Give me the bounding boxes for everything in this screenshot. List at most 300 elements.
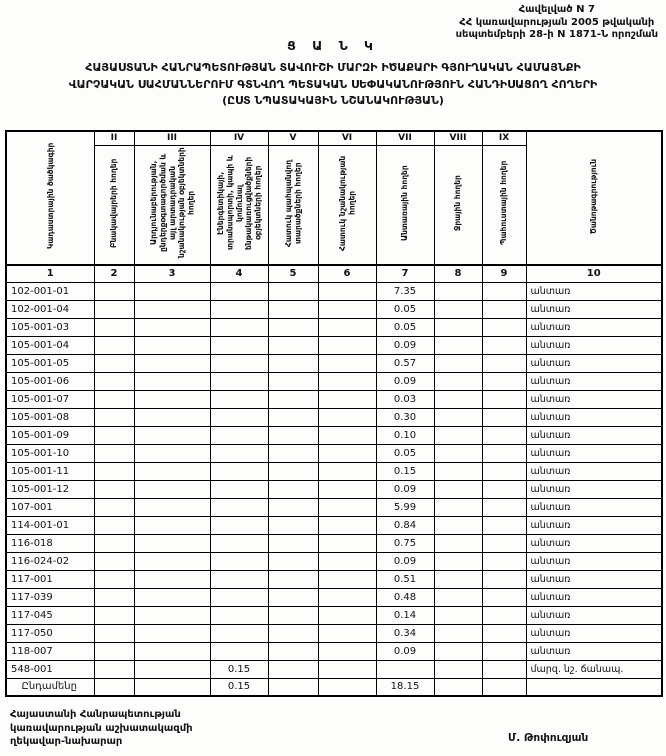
value-cell [94, 390, 134, 408]
note-cell: անտառ [526, 534, 662, 552]
value-cell [268, 444, 318, 462]
value-cell [210, 462, 268, 480]
value-cell [434, 624, 482, 642]
value-cell [318, 588, 376, 606]
value-cell [318, 444, 376, 462]
value-cell [94, 642, 134, 660]
document-subtitle [0, 60, 666, 110]
header-notes-label: Ծանոթագրություն [589, 158, 599, 234]
value-cell [134, 552, 210, 570]
value-cell: 0.09 [376, 336, 434, 354]
header-protected-area-lands [268, 145, 318, 265]
value-cell [210, 300, 268, 318]
value-cell [482, 516, 526, 534]
table-row [6, 534, 662, 552]
value-cell: 0.10 [376, 426, 434, 444]
value-cell [94, 300, 134, 318]
roman-numeral-V: V [268, 131, 318, 145]
value-cell: 0.14 [376, 606, 434, 624]
value-cell [94, 606, 134, 624]
roman-numeral-VI: VI [318, 131, 376, 145]
value-cell [134, 570, 210, 588]
value-cell [268, 642, 318, 660]
note-cell: անտառ [526, 444, 662, 462]
value-cell [482, 624, 526, 642]
value-cell [94, 660, 134, 678]
value-cell [210, 336, 268, 354]
total-row [6, 678, 662, 696]
value-cell [268, 678, 318, 696]
value-cell [482, 588, 526, 606]
value-cell [482, 462, 526, 480]
note-cell: անտառ [526, 282, 662, 300]
value-cell [134, 516, 210, 534]
value-cell [134, 408, 210, 426]
value-cell [434, 642, 482, 660]
value-cell [134, 372, 210, 390]
table-row [6, 354, 662, 372]
value-cell [268, 588, 318, 606]
column-number-7: 7 [376, 265, 434, 282]
value-cell [434, 444, 482, 462]
note-cell: անտառ [526, 606, 662, 624]
value-cell [318, 498, 376, 516]
value-cell [482, 552, 526, 570]
value-cell [134, 354, 210, 372]
value-cell: 0.05 [376, 318, 434, 336]
header-reserve-lands-label: Պահուստային հողեր [499, 160, 509, 245]
note-cell: անտառ [526, 462, 662, 480]
value-cell: 0.03 [376, 390, 434, 408]
value-cell [134, 300, 210, 318]
value-cell [134, 390, 210, 408]
value-cell [210, 552, 268, 570]
roman-numeral-II: II [94, 131, 134, 145]
value-cell [318, 354, 376, 372]
cadastral-code-cell: 117-001 [6, 570, 94, 588]
roman-numeral-row [6, 131, 662, 145]
appendix-title: Հավելված N 7 [518, 4, 595, 15]
value-cell [434, 336, 482, 354]
value-cell: 0.09 [376, 552, 434, 570]
column-number-6: 6 [318, 265, 376, 282]
value-cell [482, 408, 526, 426]
value-cell: 0.09 [376, 372, 434, 390]
column-number-8: 8 [434, 265, 482, 282]
value-cell [134, 534, 210, 552]
table-row [6, 498, 662, 516]
value-cell [318, 300, 376, 318]
value-cell [318, 516, 376, 534]
subtitle-line-1: ՀԱՅԱՍՏԱՆԻ ՀԱՆՐԱՊԵՏՈՒԹՅԱՆ ՏԱՎՈՒՇԻ ՄԱՐԶԻ ԻԾԱՔԱՐԻ ԳՅՈՒՂԱԿԱՆ ՀԱՄԱՅՆՔԻ [85, 61, 581, 74]
cadastral-code-cell: 105-001-03 [6, 318, 94, 336]
value-cell [94, 318, 134, 336]
cadastral-code-cell: 105-001-12 [6, 480, 94, 498]
value-cell [94, 354, 134, 372]
header-forest-lands-label: Անտառային հողեր [400, 164, 410, 241]
value-cell: 0.51 [376, 570, 434, 588]
value-cell [134, 624, 210, 642]
value-cell [482, 678, 526, 696]
value-cell [318, 534, 376, 552]
value-cell: 0.09 [376, 642, 434, 660]
value-cell [434, 282, 482, 300]
value-cell [434, 462, 482, 480]
value-cell: 0.05 [376, 444, 434, 462]
value-cell [268, 354, 318, 372]
value-cell [434, 354, 482, 372]
table-row [6, 426, 662, 444]
value-cell [482, 336, 526, 354]
signatory-title-block [10, 708, 193, 749]
table-row [6, 318, 662, 336]
value-cell [482, 444, 526, 462]
appendix-block [456, 4, 658, 42]
cadastral-code-cell: 105-001-07 [6, 390, 94, 408]
cadastral-code-cell: 114-001-01 [6, 516, 94, 534]
value-cell [434, 372, 482, 390]
value-cell [94, 534, 134, 552]
table-row [6, 336, 662, 354]
value-cell [482, 426, 526, 444]
note-cell: անտառ [526, 624, 662, 642]
header-industrial-lands-label: Արդյունաբերության, ընդերքօգտագործման և այլ արտադրական նշանակության օբյեկտների հողեր [148, 147, 196, 259]
value-cell [134, 426, 210, 444]
header-energy-transport-lands-label: Էներգետիկայի, տրանսպորտի, կապի և կոմունալ ենթակառուցվածքների օբյեկտների հողեր [215, 155, 263, 251]
column-number-4: 4 [210, 265, 268, 282]
value-cell: 0.84 [376, 516, 434, 534]
value-cell [318, 318, 376, 336]
value-cell [210, 570, 268, 588]
cadastral-code-cell: 117-039 [6, 588, 94, 606]
value-cell [268, 534, 318, 552]
value-cell [482, 534, 526, 552]
value-cell [94, 282, 134, 300]
table-row [6, 282, 662, 300]
value-cell [210, 444, 268, 462]
value-cell [94, 444, 134, 462]
cadastral-code-cell: 105-001-10 [6, 444, 94, 462]
note-cell: մարզ. նշ. ճանապ. [526, 660, 662, 678]
header-water-lands [434, 145, 482, 265]
value-cell [434, 678, 482, 696]
table-row [6, 624, 662, 642]
value-cell [434, 588, 482, 606]
table-row [6, 588, 662, 606]
header-settlement-lands [94, 145, 134, 265]
value-cell [134, 444, 210, 462]
value-cell [134, 282, 210, 300]
value-cell [94, 372, 134, 390]
value-cell [482, 318, 526, 336]
value-cell [434, 318, 482, 336]
value-cell [134, 678, 210, 696]
value-cell [94, 426, 134, 444]
note-cell: անտառ [526, 408, 662, 426]
value-cell [318, 336, 376, 354]
note-cell: անտառ [526, 480, 662, 498]
document-title: Ց Ա Ն Կ [287, 38, 379, 53]
value-cell [268, 606, 318, 624]
value-cell [318, 426, 376, 444]
note-cell: անտառ [526, 318, 662, 336]
header-protected-area-lands-label: Հատուկ պահպանվող տարածքների հողեր [283, 159, 302, 247]
value-cell [210, 624, 268, 642]
table-row [6, 300, 662, 318]
value-cell [134, 588, 210, 606]
cadastral-code-cell: 107-001 [6, 498, 94, 516]
roman-numeral-VII: VII [376, 131, 434, 145]
subtitle-line-2: ՎԱՐՉԱԿԱՆ ՍԱՀՄԱՆՆԵՐՈՒՄ ԳՏՆՎՈՂ ՊԵՏԱԿԱՆ ՍԵՓԱԿԱՆՈՒԹՅՈՒՆ ՀԱՆԴԻՍԱՑՈՂ ՀՈՂԵՐԻ [68, 77, 598, 91]
value-cell [482, 480, 526, 498]
value-cell [482, 660, 526, 678]
value-cell [94, 336, 134, 354]
value-cell [318, 282, 376, 300]
roman-numeral-III: III [134, 131, 210, 145]
value-cell [434, 552, 482, 570]
value-cell [318, 552, 376, 570]
value-cell: 5.99 [376, 498, 434, 516]
header-cadastral-code [6, 131, 94, 265]
value-cell [318, 462, 376, 480]
value-cell: 0.75 [376, 534, 434, 552]
value-cell [134, 480, 210, 498]
value-cell [134, 462, 210, 480]
value-cell [434, 408, 482, 426]
signatory-line-2: կառավարության աշխատակազմի [10, 722, 193, 734]
cadastral-code-cell: 105-001-06 [6, 372, 94, 390]
table-row [6, 642, 662, 660]
cadastral-code-cell: 117-050 [6, 624, 94, 642]
cadastral-code-cell: 105-001-04 [6, 336, 94, 354]
column-number-1: 1 [6, 265, 94, 282]
value-cell [210, 372, 268, 390]
column-number-5: 5 [268, 265, 318, 282]
note-cell: անտառ [526, 354, 662, 372]
value-cell [318, 372, 376, 390]
value-cell [268, 516, 318, 534]
value-cell [268, 318, 318, 336]
column-number-2: 2 [94, 265, 134, 282]
note-cell: անտառ [526, 498, 662, 516]
note-cell: անտառ [526, 516, 662, 534]
header-reserve-lands [482, 145, 526, 265]
value-cell: 0.57 [376, 354, 434, 372]
cadastral-code-cell: 116-024-02 [6, 552, 94, 570]
header-forest-lands [376, 145, 434, 265]
value-cell [94, 552, 134, 570]
value-cell [434, 606, 482, 624]
value-cell: 0.15 [210, 660, 268, 678]
table-row [6, 570, 662, 588]
table-row [6, 660, 662, 678]
note-cell: անտառ [526, 336, 662, 354]
signatory-line-3: ղեկավար-նախարար [10, 736, 123, 747]
value-cell [210, 642, 268, 660]
value-cell: 7.35 [376, 282, 434, 300]
value-cell [482, 300, 526, 318]
table-row [6, 444, 662, 462]
table-body [6, 282, 662, 696]
column-number-row [6, 265, 662, 282]
land-registry-table [5, 130, 663, 697]
value-cell [482, 498, 526, 516]
value-cell [268, 336, 318, 354]
cadastral-code-cell: 118-007 [6, 642, 94, 660]
value-cell [210, 354, 268, 372]
decree-line-2: սեպտեմբերի 28-ի N 1871-Ն որոշման [455, 29, 658, 40]
value-cell [210, 318, 268, 336]
value-cell [210, 516, 268, 534]
value-cell [268, 660, 318, 678]
value-cell [318, 660, 376, 678]
table-row [6, 480, 662, 498]
value-cell [134, 606, 210, 624]
value-cell [210, 282, 268, 300]
cadastral-code-cell: 117-045 [6, 606, 94, 624]
roman-numeral-VIII: VIII [434, 131, 482, 145]
value-cell [268, 300, 318, 318]
roman-numeral-IV: IV [210, 131, 268, 145]
value-cell [134, 498, 210, 516]
note-cell: անտառ [526, 372, 662, 390]
header-energy-transport-lands [210, 145, 268, 265]
value-cell [134, 642, 210, 660]
value-cell [268, 570, 318, 588]
value-cell: 0.15 [376, 462, 434, 480]
value-cell [434, 660, 482, 678]
value-cell [94, 570, 134, 588]
table-row [6, 516, 662, 534]
value-cell: 0.30 [376, 408, 434, 426]
column-number-10: 10 [526, 265, 662, 282]
header-water-lands-label: Ջրային հողեր [453, 174, 463, 231]
value-cell [210, 390, 268, 408]
value-cell [268, 282, 318, 300]
note-cell: անտառ [526, 642, 662, 660]
value-cell [318, 642, 376, 660]
note-cell: անտառ [526, 588, 662, 606]
header-cadastral-code-label: Կադաստրային ծածկագիր [45, 142, 55, 250]
value-cell [94, 408, 134, 426]
cadastral-code-cell: 116-018 [6, 534, 94, 552]
cadastral-code-cell: 105-001-05 [6, 354, 94, 372]
value-cell [94, 498, 134, 516]
cadastral-code-cell: 105-001-08 [6, 408, 94, 426]
value-cell [434, 390, 482, 408]
value-cell [94, 678, 134, 696]
cadastral-code-cell: 102-001-01 [6, 282, 94, 300]
value-cell [318, 624, 376, 642]
total-label-cell: Ընդամենը [6, 678, 94, 696]
table-row [6, 462, 662, 480]
note-cell: անտառ [526, 570, 662, 588]
column-number-9: 9 [482, 265, 526, 282]
value-cell [482, 570, 526, 588]
cadastral-code-cell: 548-001 [6, 660, 94, 678]
value-cell [318, 480, 376, 498]
value-cell [210, 480, 268, 498]
cadastral-code-cell: 102-001-04 [6, 300, 94, 318]
value-cell [210, 426, 268, 444]
cadastral-code-cell: 105-001-11 [6, 462, 94, 480]
value-cell [434, 480, 482, 498]
value-cell [434, 516, 482, 534]
decree-line-1: ՀՀ կառավարության 2005 թվականի [459, 16, 655, 28]
value-cell [268, 426, 318, 444]
value-cell [210, 408, 268, 426]
subtitle-line-3: (ԸՍՏ ՆՊԱՏԱԿԱՅԻՆ ՆՇԱՆԱԿՈՒԹՅԱՆ) [222, 94, 444, 107]
value-cell: 0.34 [376, 624, 434, 642]
roman-numeral-IX: IX [482, 131, 526, 145]
value-cell [482, 606, 526, 624]
value-cell [318, 570, 376, 588]
value-cell [210, 498, 268, 516]
value-cell [268, 390, 318, 408]
value-cell [134, 318, 210, 336]
table-header [6, 131, 662, 282]
value-cell [210, 588, 268, 606]
header-settlement-lands-label: Բնակավայրերի հողեր [109, 158, 119, 248]
value-cell [376, 660, 434, 678]
note-cell: անտառ [526, 552, 662, 570]
value-cell [268, 408, 318, 426]
value-cell: 0.48 [376, 588, 434, 606]
value-cell [318, 606, 376, 624]
value-cell [94, 462, 134, 480]
table-row [6, 390, 662, 408]
value-cell [210, 534, 268, 552]
value-cell [482, 372, 526, 390]
value-cell [94, 624, 134, 642]
table-row [6, 408, 662, 426]
value-cell [268, 498, 318, 516]
value-cell: 18.15 [376, 678, 434, 696]
value-cell [94, 516, 134, 534]
note-cell: անտառ [526, 426, 662, 444]
value-cell [318, 678, 376, 696]
value-cell [434, 498, 482, 516]
value-cell [318, 408, 376, 426]
column-number-3: 3 [134, 265, 210, 282]
value-cell [268, 552, 318, 570]
signatory-name: Մ. Թոփուզյան [508, 732, 589, 744]
header-notes [526, 131, 662, 265]
value-cell [268, 480, 318, 498]
header-special-purpose-lands-label: Հատուկ նշանակության հողեր [337, 155, 356, 251]
value-cell: 0.15 [210, 678, 268, 696]
value-cell [268, 372, 318, 390]
value-cell [210, 606, 268, 624]
table-row [6, 372, 662, 390]
signatory-line-1: Հայաստանի Հանրապետության [10, 709, 181, 720]
header-industrial-lands [134, 145, 210, 265]
note-cell: անտառ [526, 390, 662, 408]
value-cell [482, 282, 526, 300]
value-cell: 0.05 [376, 300, 434, 318]
value-cell [482, 390, 526, 408]
value-cell: 0.09 [376, 480, 434, 498]
table-row [6, 606, 662, 624]
value-cell [482, 354, 526, 372]
note-cell: անտառ [526, 300, 662, 318]
value-cell [434, 426, 482, 444]
header-special-purpose-lands [318, 145, 376, 265]
value-cell [134, 660, 210, 678]
value-cell [434, 534, 482, 552]
value-cell [318, 390, 376, 408]
value-cell [268, 624, 318, 642]
